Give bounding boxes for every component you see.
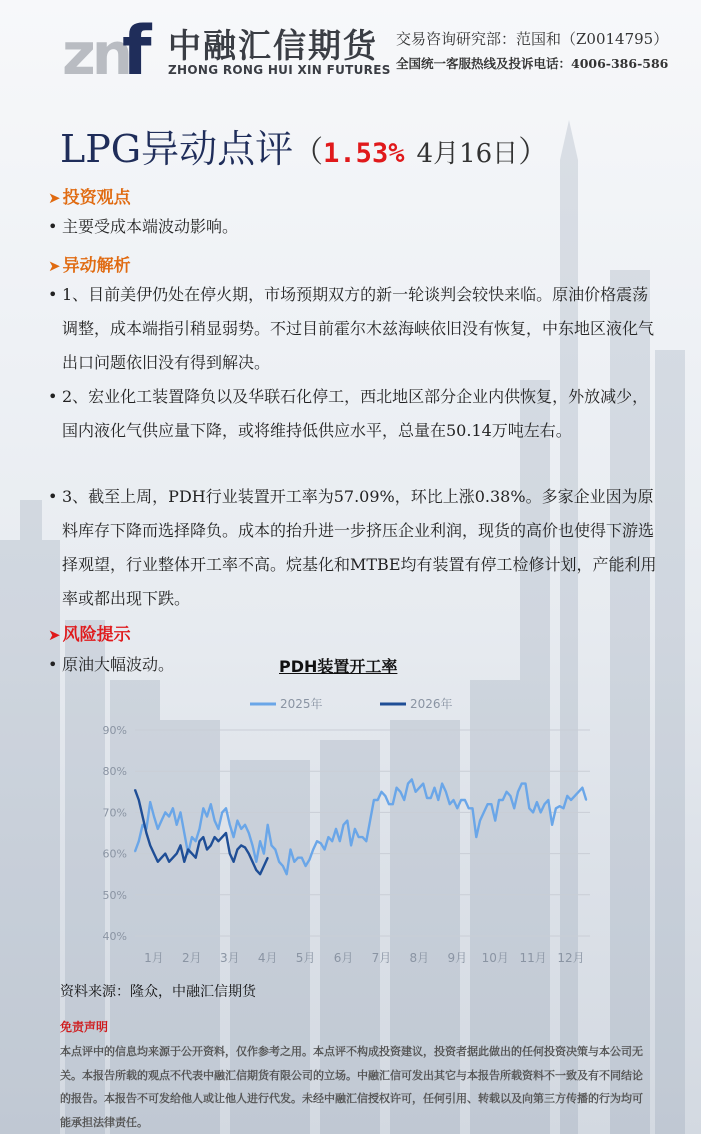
data-point (494, 820, 496, 822)
data-point (502, 799, 504, 801)
company-name-en: ZHONG RONG HUI XIN FUTURES (168, 63, 391, 77)
arrow-icon: ➤ (48, 626, 61, 644)
disclaimer-title: 免责声明 (60, 1020, 109, 1034)
data-point (305, 865, 307, 867)
data-point (415, 791, 417, 793)
data-point (206, 849, 208, 851)
data-point (328, 836, 330, 838)
data-point (411, 779, 413, 781)
report-title (60, 118, 548, 173)
data-point (229, 853, 231, 855)
svg-text:f: f (122, 14, 152, 80)
section-risk (48, 620, 131, 645)
bullet-icon: • (48, 285, 58, 304)
data-point (563, 807, 565, 809)
x-tick-label: 11月 (519, 951, 547, 965)
title-close-paren: ） (518, 135, 549, 170)
data-point (525, 783, 527, 785)
report-date: 4月16日 (416, 139, 519, 169)
data-point (419, 787, 421, 789)
section-heading: 异动解析 (62, 256, 131, 276)
data-point (191, 853, 193, 855)
data-point (176, 853, 178, 855)
x-tick-label: 7月 (371, 951, 392, 965)
data-point (252, 845, 254, 847)
data-point (438, 799, 440, 801)
data-point (570, 799, 572, 801)
data-point (517, 791, 519, 793)
data-point (578, 791, 580, 793)
data-point (187, 849, 189, 851)
data-point (172, 857, 174, 859)
bullet-icon: • (48, 487, 58, 506)
data-point (183, 861, 185, 863)
data-point (498, 799, 500, 801)
bullet-icon: • (48, 387, 58, 406)
data-point (267, 824, 269, 826)
research-contact: 交易咨询研究部：范国和（Z0014795） (396, 30, 669, 48)
data-point (350, 845, 352, 847)
data-point (407, 783, 409, 785)
data-point (149, 845, 151, 847)
data-point (240, 845, 242, 847)
data-point (358, 836, 360, 838)
data-point (547, 799, 549, 801)
data-point (267, 857, 269, 859)
data-point (566, 795, 568, 797)
data-point (180, 812, 182, 814)
data-point (396, 787, 398, 789)
data-point (559, 805, 561, 807)
data-point (282, 865, 284, 867)
data-point (445, 791, 447, 793)
data-point (331, 840, 333, 842)
risk-paragraph (48, 648, 268, 682)
data-point (259, 840, 261, 842)
data-point (199, 840, 201, 842)
data-point (256, 869, 258, 871)
data-point (487, 803, 489, 805)
data-point (491, 803, 493, 805)
data-point (574, 795, 576, 797)
data-point (582, 787, 584, 789)
data-point (172, 807, 174, 809)
svg-text:zn: zn (62, 20, 130, 80)
data-point (180, 845, 182, 847)
data-point (290, 849, 292, 851)
bullet-icon: • (48, 217, 58, 236)
data-point (555, 807, 557, 809)
bullet-icon: • (48, 655, 58, 674)
data-point (225, 807, 227, 809)
data-point (320, 843, 322, 845)
x-tick-label: 6月 (333, 951, 354, 965)
data-point (153, 853, 155, 855)
x-tick-label: 2月 (182, 951, 202, 965)
data-point (233, 861, 235, 863)
y-tick-label: 40% (102, 930, 127, 943)
company-logo (62, 14, 162, 80)
data-point (309, 859, 311, 861)
data-point (400, 791, 402, 793)
y-tick-label: 70% (102, 806, 127, 820)
arrow-icon: ➤ (48, 257, 61, 275)
data-point (271, 845, 273, 847)
data-point (316, 840, 318, 842)
data-point (153, 816, 155, 818)
y-tick-label: 50% (102, 888, 127, 902)
y-tick-label: 80% (102, 765, 127, 779)
y-tick-label: 90% (102, 724, 127, 737)
data-point (195, 840, 197, 842)
data-source: 资料来源：隆众，中融汇信期货 (60, 984, 256, 1000)
data-point (206, 816, 208, 818)
section-analysis (48, 251, 131, 276)
data-point (449, 803, 451, 805)
data-point (506, 791, 508, 793)
data-point (138, 840, 140, 842)
x-tick-label: 10月 (481, 951, 509, 965)
data-point (195, 857, 197, 859)
data-point (335, 828, 337, 830)
legend-label: 2026年 (410, 697, 453, 711)
view-paragraph (48, 210, 658, 244)
data-point (324, 849, 326, 851)
analysis-item-3 (48, 480, 658, 616)
data-point (274, 849, 276, 851)
data-point (176, 824, 178, 826)
section-investment-view (48, 183, 131, 208)
pdh-utilization-chart (85, 690, 605, 980)
y-tick-label: 60% (102, 847, 127, 861)
data-point (510, 795, 512, 797)
data-point (165, 853, 167, 855)
data-point (237, 849, 239, 851)
data-point (221, 836, 223, 838)
data-point (354, 828, 356, 830)
view-text: 主要受成本端波动影响。 (62, 217, 239, 236)
data-point (529, 807, 531, 809)
data-point (301, 857, 303, 859)
data-point (286, 873, 288, 875)
data-point (248, 832, 250, 834)
data-point (225, 832, 227, 834)
price-change-pct: 1.53% (323, 138, 405, 169)
data-point (392, 803, 394, 805)
data-point (388, 803, 390, 805)
data-point (244, 824, 246, 826)
data-point (233, 836, 235, 838)
data-point (210, 845, 212, 847)
data-point (252, 861, 254, 863)
data-point (456, 807, 458, 809)
title-open-paren: （ (293, 135, 324, 170)
data-point (263, 853, 265, 855)
disclaimer-text: 本点评中的信息均来源于公开资料，仅作参考之用。本点评不构成投资建议，投资者据此做出的任何投资决策与本公司无关。本报告所载的观点不代表中融汇信期货有限公司的立场。中融汇信可发出其它与本报告所载资料不一致及有不同结论的报告。本报告不可发给他人或让他人进行代发。未经中融汇信授权许可，任何引用、转载以及向第三方传播的行为均可能承担法律责任。 (60, 1045, 643, 1129)
data-point (475, 836, 477, 838)
data-point (343, 824, 345, 826)
data-point (377, 799, 379, 801)
data-point (536, 801, 538, 803)
data-point (460, 799, 462, 801)
data-point (168, 861, 170, 863)
data-point (168, 816, 170, 818)
data-point (191, 836, 193, 838)
data-point (532, 812, 534, 814)
section-heading: 投资观点 (62, 188, 131, 208)
arrow-icon: ➤ (48, 189, 61, 207)
data-point (221, 812, 223, 814)
risk-text: 原油大幅波动。 (62, 655, 175, 674)
data-point (441, 783, 443, 785)
data-point (183, 832, 185, 834)
x-tick-label: 5月 (295, 951, 316, 965)
x-tick-label: 1月 (144, 951, 164, 965)
data-point (453, 799, 455, 801)
hotline-contact: 全国统一客服热线及投诉电话：4006-386-586 (396, 56, 669, 71)
x-tick-label: 3月 (219, 951, 240, 965)
data-point (134, 851, 136, 853)
data-point (142, 816, 144, 818)
data-point (483, 812, 485, 814)
data-point (384, 795, 386, 797)
data-point (240, 828, 242, 830)
chart-title: PDH装置开工率 (279, 657, 398, 676)
data-point (214, 820, 216, 822)
data-point (403, 799, 405, 801)
title-main: LPG异动点评 (60, 127, 294, 171)
data-point (218, 828, 220, 830)
data-point (218, 840, 220, 842)
data-point (365, 840, 367, 842)
data-point (161, 820, 163, 822)
data-point (472, 807, 474, 809)
data-point (229, 824, 231, 826)
data-point (468, 807, 470, 809)
company-name-cn: 中融汇信期货 (168, 26, 378, 65)
x-tick-label: 4月 (257, 951, 278, 965)
data-point (434, 787, 436, 789)
data-point (214, 836, 216, 838)
data-point (157, 861, 159, 863)
data-point (199, 828, 201, 830)
data-point (544, 803, 546, 805)
data-point (278, 861, 280, 863)
data-point (134, 789, 136, 791)
data-point (373, 799, 375, 801)
data-point (297, 857, 299, 859)
legend-label: 2025年 (280, 697, 323, 711)
data-point (138, 799, 140, 801)
data-point (259, 873, 261, 875)
data-point (256, 861, 258, 863)
data-point (312, 849, 314, 851)
data-point (339, 840, 341, 842)
data-point (263, 865, 265, 867)
data-point (479, 820, 481, 822)
data-point (146, 832, 148, 834)
data-point (157, 828, 159, 830)
data-point (540, 812, 542, 814)
x-tick-label: 9月 (447, 951, 468, 965)
data-point (202, 836, 204, 838)
analysis-item-1 (48, 278, 658, 380)
data-point (149, 801, 151, 803)
data-point (165, 812, 167, 814)
data-point (585, 799, 587, 801)
analysis-text: 2、宏业化工装置降负以及华联石化停工，西北地区部分企业内供恢复，外放减少，国内液化气供应量下降，或将维持低供应水平，总量在50.14万吨左右。 (62, 387, 649, 440)
analysis-text: 3、截至上周，PDH行业装置开工率为57.09%，环比上涨0.38%。多家企业因为原料库存下降而选择降负。成本的抬升进一步挤压企业利润，现货的高价也使得下游选择观望，行业整体开工率不高。烷基化和MTBE均有装置有停工检修计划，产能利用率或都出现下跌。 (62, 487, 657, 608)
data-point (430, 797, 432, 799)
section-heading: 风险提示 (62, 625, 131, 645)
data-point (369, 820, 371, 822)
data-point (237, 820, 239, 822)
data-point (422, 783, 424, 785)
data-point (381, 791, 383, 793)
data-point (293, 861, 295, 863)
x-tick-label: 8月 (409, 951, 430, 965)
data-point (248, 853, 250, 855)
data-point (202, 807, 204, 809)
data-point (426, 797, 428, 799)
data-point (347, 820, 349, 822)
analysis-item-2 (48, 380, 658, 448)
data-point (513, 807, 515, 809)
data-point (161, 857, 163, 859)
data-point (521, 783, 523, 785)
data-point (551, 824, 553, 826)
data-point (464, 799, 466, 801)
analysis-text: 1、目前美伊仍处在停火期，市场预期双方的新一轮谈判会较快来临。原油价格震荡调整，成本端指引稍显弱势。不过目前霍尔木兹海峡依旧没有恢复，中东地区液化气出口问题依旧没有得到解决。 (62, 285, 655, 372)
data-point (362, 836, 364, 838)
data-point (210, 803, 212, 805)
data-point (244, 847, 246, 849)
x-tick-label: 12月 (557, 951, 585, 965)
series-line (135, 779, 586, 874)
